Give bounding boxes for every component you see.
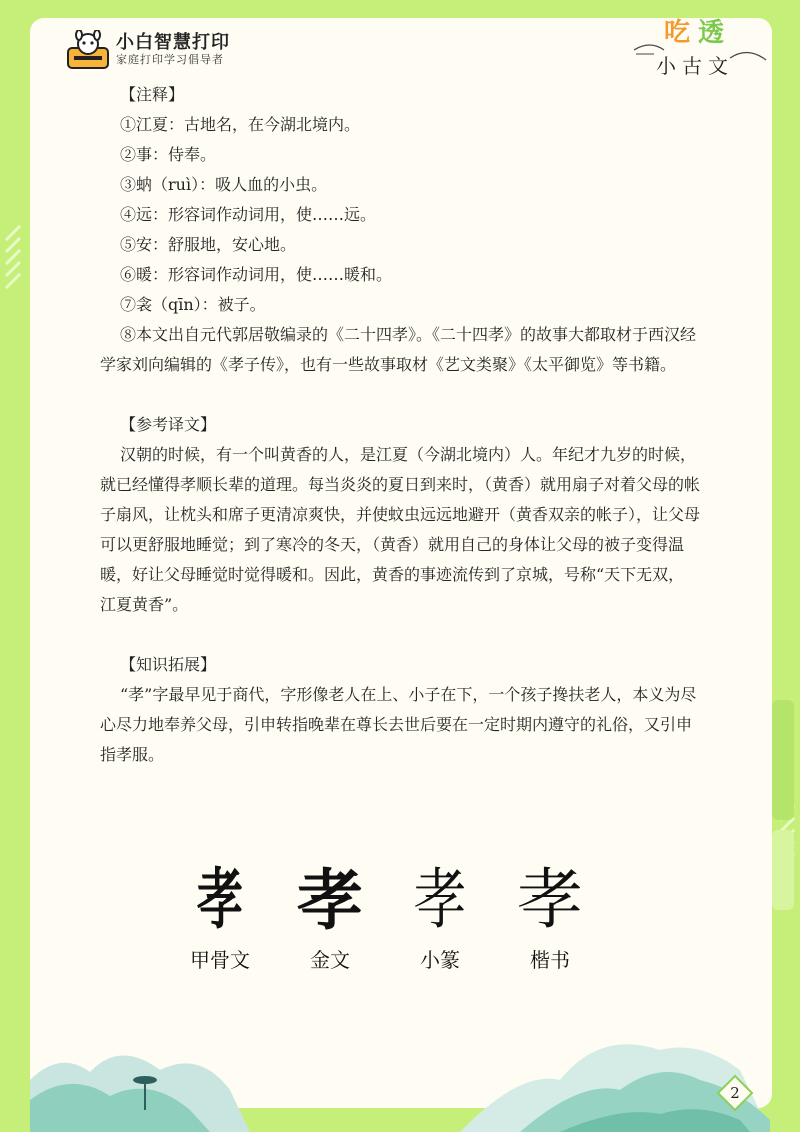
brand-chi: 吃 (664, 18, 691, 48)
brand-subtitle: 小古文 (656, 54, 734, 78)
brand (630, 8, 770, 78)
calligraphy-glyph: 孝 (413, 861, 467, 938)
logo-icon (66, 30, 110, 70)
calligraphy-row (170, 860, 620, 980)
logo-title: 小白智慧打印 (116, 32, 230, 53)
knowledge-text: “孝”字最早见于商代，字形像老人在上、小子在下，一个孩子搀扶老人，本义为尽心尽力地奉养父母，引申转指晚辈在尊长去世后要在一定时期内遵守的礼俗，又引申指孝服。 (100, 685, 697, 764)
calligraphy-label: 楷书 (530, 948, 570, 972)
note-item: ⑧本文出自元代郭居敬编录的《二十四孝》。《二十四孝》的故事大都取材于西汉经学家刘向编辑的《孝子传》，也有一些故事取材《艺文类聚》《太平御览》等书籍。 (100, 325, 697, 374)
logo (66, 30, 230, 70)
note-item: ③蚋（ruì）：吸人血的小虫。 (120, 175, 328, 194)
note-item: ②事：侍奉。 (120, 145, 217, 164)
calligraphy-item (390, 860, 490, 973)
mountains-illustration (0, 1010, 800, 1132)
calligraphy-glyph: 孝 (297, 861, 363, 939)
calligraphy-label: 甲骨文 (190, 948, 250, 972)
calligraphy-label: 小篆 (420, 948, 460, 972)
logo-subtitle: 家庭打印学习倡导者 (116, 53, 224, 66)
note-item: ⑥暖：形容词作动词用，使……暖和。 (120, 265, 393, 284)
main-content (100, 80, 700, 770)
translation-text: 汉朝的时候，有一个叫黄香的人，是江夏（今湖北境内）人。年纪才九岁的时候，就已经懂得孝顺长辈的道理。每当炎炎的夏日到来时，（黄香）就用扇子对着父母的帐子扇风，让枕头和席子更清凉爽快，并使蚊虫远远地避开（黄香双亲的帐子），让父母可以更舒服地睡觉；到了寒冷的冬天，（黄香）就用自己的身体让父母的被子变得温暖，好让父母睡觉时觉得暖和。因此，黄香的事迹流传到了京城，号称“天下无双，江夏黄香”。 (100, 445, 701, 614)
calligraphy-item (170, 860, 270, 973)
calligraphy-item (500, 860, 600, 973)
calligraphy-glyph: 孝 (196, 861, 244, 938)
calligraphy-item (280, 860, 380, 973)
note-item: ④远：形容词作动词用，使……远。 (120, 205, 377, 224)
note-item: ⑤安：舒服地，安心地。 (120, 235, 297, 254)
translation-heading: 【参考译文】 (120, 415, 217, 434)
note-item: ①江夏：古地名，在今湖北境内。 (120, 115, 361, 134)
page-number-badge (716, 1074, 754, 1112)
note-item: ⑦衾（qīn）：被子。 (120, 295, 266, 314)
page-number: 2 (730, 1084, 740, 1102)
side-tabs (772, 660, 800, 960)
brand-tou: 透 (698, 18, 725, 48)
notes-heading: 【注释】 (120, 85, 185, 104)
calligraphy-glyph: 孝 (517, 861, 583, 938)
knowledge-heading: 【知识拓展】 (120, 655, 217, 674)
calligraphy-label: 金文 (310, 948, 350, 972)
